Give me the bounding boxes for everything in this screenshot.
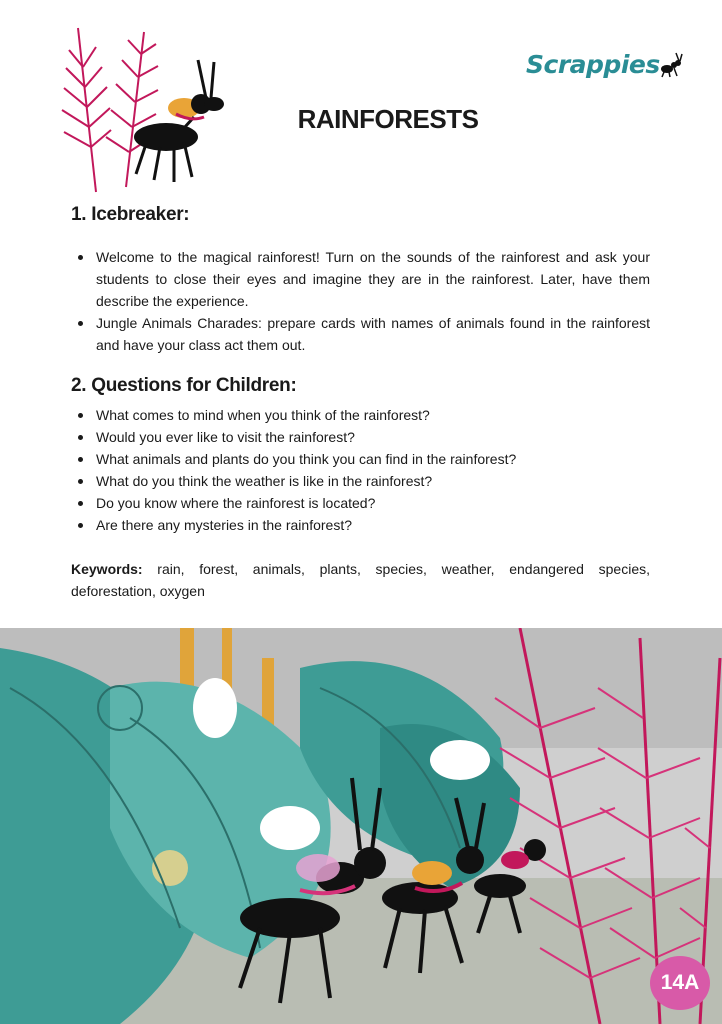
page-title: RAINFORESTS <box>297 104 479 134</box>
page-number-badge: 14A <box>650 956 710 1010</box>
keywords-label: Keywords: <box>71 561 143 577</box>
list-item: Welcome to the magical rainforest! Turn on the sounds of the rainforest and ask your students to close their eyes and imagine they are in the rainforest. Later, have them describe the experience. <box>78 246 650 312</box>
keywords-paragraph <box>71 558 650 602</box>
list-item: Are there any mysteries in the rainforest? <box>78 514 650 536</box>
list-item: What do you think the weather is like in the rainforest? <box>78 470 650 492</box>
keywords-text: rain, forest, animals, plants, species, weather, endangered species, deforestation, oxygen <box>71 561 651 599</box>
list-item: What animals and plants do you think you can find in the rainforest? <box>78 448 650 470</box>
list-item: Would you ever like to visit the rainforest? <box>78 426 650 448</box>
list-item: Do you know where the rainforest is located? <box>78 492 650 514</box>
questions-list <box>78 404 650 536</box>
rainforest-illustration <box>0 628 722 1024</box>
ant-icon <box>658 52 684 78</box>
questions-heading: 2. Questions for Children: <box>71 375 297 396</box>
list-item: Jungle Animals Charades: prepare cards with names of animals found in the rainforest and have your class act them out. <box>78 312 650 356</box>
scrappies-logo <box>524 50 684 86</box>
icebreaker-heading: 1. Icebreaker: <box>71 204 190 225</box>
list-item: What comes to mind when you think of the rainforest? <box>78 404 650 426</box>
logo-text: Scrappies <box>526 50 660 79</box>
icebreaker-list <box>78 246 650 356</box>
